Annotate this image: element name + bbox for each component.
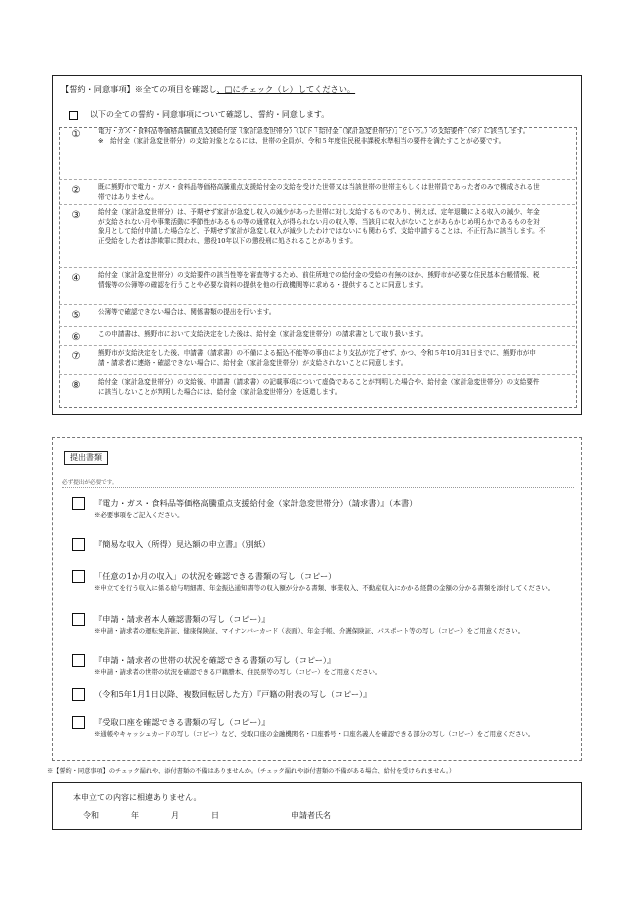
pledge-divider bbox=[59, 267, 575, 268]
document-checkbox[interactable] bbox=[72, 716, 85, 729]
signature-date-row bbox=[83, 810, 563, 822]
signature-era: 令和 bbox=[83, 811, 99, 820]
pledge-divider bbox=[59, 304, 575, 305]
signature-year[interactable]: 年 bbox=[131, 811, 139, 820]
documents-title bbox=[64, 451, 108, 465]
document-checkbox[interactable] bbox=[72, 688, 85, 701]
pledge-item-number: ⑧ bbox=[71, 380, 81, 391]
pledge-item bbox=[66, 349, 546, 373]
pledge-item-text: 公簿等で確認できない場合は、関係書類の提出を行います。 bbox=[98, 308, 276, 316]
pledge-divider bbox=[59, 326, 575, 327]
document-checkbox[interactable] bbox=[72, 497, 85, 510]
signature-day[interactable]: 日 bbox=[211, 811, 219, 820]
pledge-item bbox=[66, 378, 546, 402]
pledge-divider bbox=[59, 179, 575, 180]
document-note: ※必要事項をご記入ください。 bbox=[94, 511, 184, 519]
document-title: 『電力・ガス・食料品等価格高騰重点支援給付金（家計急変世帯分）（請求書）』（本書） bbox=[94, 498, 418, 508]
document-checkbox[interactable] bbox=[72, 654, 85, 667]
check-all-row[interactable] bbox=[69, 110, 329, 120]
pledge-divider bbox=[59, 345, 575, 346]
document-title: 『申請・請求者本人確認書類の写し（コピー）』 bbox=[94, 614, 270, 624]
pledge-divider bbox=[59, 204, 575, 205]
pledge-item-number: ⑤ bbox=[71, 310, 81, 321]
signature-name-label: 申請者氏名 bbox=[291, 811, 331, 820]
pledge-item-number: ④ bbox=[71, 273, 81, 284]
pledge-item-text: 熊野市が支給決定をした後、申請書（請求書）の不備による振込不能等の事由により支払が完了せず、かつ、令和５年10月31日までに、熊野市が申請・請求者に連絡・確認できない場合に、給付金（家計急変世帯分）が支給されないことに同意します。 bbox=[98, 349, 536, 367]
signature-box bbox=[52, 782, 582, 830]
pledge-item bbox=[66, 308, 546, 324]
pledge-item-text: 電力・ガス・食料品等価格高騰重点支援給付金（家計急変世帯分）（以下「給付金（家計急変世帯分）」という。）の支給要件（※）に該当します。 ※ 給付金（家計急変世帯分）の支給対象となるには、世帯の全員が、令和５年度住民税非課税水準相当の要件を満たすことが必要です。 bbox=[98, 127, 530, 145]
pledge-item bbox=[66, 330, 546, 346]
documents-notice-text: 必ず提出が必要です。 bbox=[62, 480, 118, 486]
pledge-item bbox=[66, 208, 546, 266]
pledge-header bbox=[61, 84, 355, 95]
pledge-item-text: 給付金（家計急変世帯分）の支給要件の該当性等を審査等するため、前住所地での給付金の受給の有無のほか、熊野市が必要な住民基本台帳情報、税情報等の公簿等の確認を行うことや必要な資料の提供を他の行政機関等に求める・提供することに同意します。 bbox=[98, 271, 540, 289]
document-title: 『受取口座を確認できる書類の写し（コピー）』 bbox=[94, 717, 270, 727]
pledge-item-number: ⑦ bbox=[71, 351, 81, 362]
document-title: （令和5年1月1日以降、複数回転居した方）『戸籍の附表の写し（コピー）』 bbox=[94, 689, 372, 699]
pledge-item bbox=[66, 183, 546, 205]
pledge-item-number: ③ bbox=[71, 210, 81, 221]
signature-statement: 本申立ての内容に相違ありません。 bbox=[73, 793, 202, 802]
signature-month[interactable]: 月 bbox=[171, 811, 179, 820]
pledge-item-number: ⑥ bbox=[71, 332, 81, 343]
check-all-checkbox[interactable] bbox=[69, 111, 78, 120]
document-checkbox[interactable] bbox=[72, 570, 85, 583]
pledge-header-instruction: 、□にチェック（レ）してください。 bbox=[216, 84, 356, 94]
pledge-divider bbox=[59, 374, 575, 375]
pledge-item-text: この申請書は、熊野市において支給決定をした後は、給付金（家計急変世帯分）の請求書として取り扱います。 bbox=[98, 330, 428, 338]
pledge-header-label: 【誓約・同意事項】 bbox=[61, 84, 135, 94]
pledge-item bbox=[66, 271, 546, 303]
pledge-item-text: 給付金（家計急変世帯分）の支給後、申請書（請求書）の記載事項について虚偽であることが判明した場合や、給付金（家計急変世帯分）の支給要件に該当しないことが判明した場合には、給付金（家計急変世帯分）を返還します。 bbox=[98, 378, 540, 396]
footer-notice: ※【誓約・同意事項】のチェック漏れや、添付書類の不備はありませんか。（チェック漏れや添付書類の不備がある場合、給付を受けられません。） bbox=[47, 768, 456, 775]
pledge-item-text: 給付金（家計急変世帯分）は、予期せず家計が急変し収入の減少があった世帯に対し支給するものであり、例えば、定年退職による収入の減少、年金が支給されない月や事業活動に季節性があるもの等の通常収入が得られない月の収入等、当該月に収入がないことがあらかじめ明らかであるものを対象月として給付申請した場合など、予期せず家計が急変し収入が減少したわけではないにも関わらず、支給申請することは、不正行為に該当します。不正受給をした者は詐欺罪に問われ、懲役10年以下の懲役刑に処されることがあります。 bbox=[98, 208, 546, 245]
pledge-item-text: 既に熊野市で電力・ガス・食料品等価格高騰重点支援給付金の支給を受けた世帯又は当該世帯の世帯主もしくは世帯員であった者のみで構成される世帯ではありません。 bbox=[98, 183, 540, 201]
document-checkbox[interactable] bbox=[72, 613, 85, 626]
pledge-item-number: ② bbox=[71, 185, 81, 196]
documents-title-text: 提出書類 bbox=[70, 453, 102, 462]
documents-notice bbox=[62, 479, 574, 488]
check-all-label: 以下の全ての誓約・同意事項について確認し、誓約・同意します。 bbox=[90, 110, 330, 119]
pledge-header-text: ※全ての項目を確認し bbox=[134, 84, 217, 94]
document-note: ※申請・請求者の世帯の状況を確認できる戸籍謄本、住民票等の写し（コピー）をご用意ください。 bbox=[94, 668, 382, 676]
document-title: 「任意の1か月の収入」の状況を確認できる書類の写し（コピー） bbox=[94, 571, 337, 581]
document-title: 『簡易な収入（所得）見込額の申立書』（別紙） bbox=[94, 539, 271, 549]
document-note: ※申請・請求者の運転免許証、健康保険証、マイナンバーカード（表面）、年金手帳、介護保険証、パスポート等の写し（コピー）をご用意ください。 bbox=[94, 627, 525, 635]
pledge-item bbox=[66, 127, 546, 175]
document-note: ※通帳やキャッシュカードの写し（コピー）など、受取口座の金融機関名・口座番号・口座名義人を確認できる部分の写し（コピー）をご用意ください。 bbox=[94, 730, 535, 738]
document-checkbox[interactable] bbox=[72, 538, 85, 551]
document-title: 『申請・請求者の世帯の状況を確認できる書類の写し（コピー）』 bbox=[94, 655, 336, 665]
pledge-item-number: ① bbox=[71, 129, 81, 140]
document-note: ※申立てを行う収入に係る給与明細書、年金振込通知書等の収入額が分かる書類、事業収入、不動産収入にかかる経費の金額の分かる書類を添付してください。 bbox=[94, 584, 555, 592]
